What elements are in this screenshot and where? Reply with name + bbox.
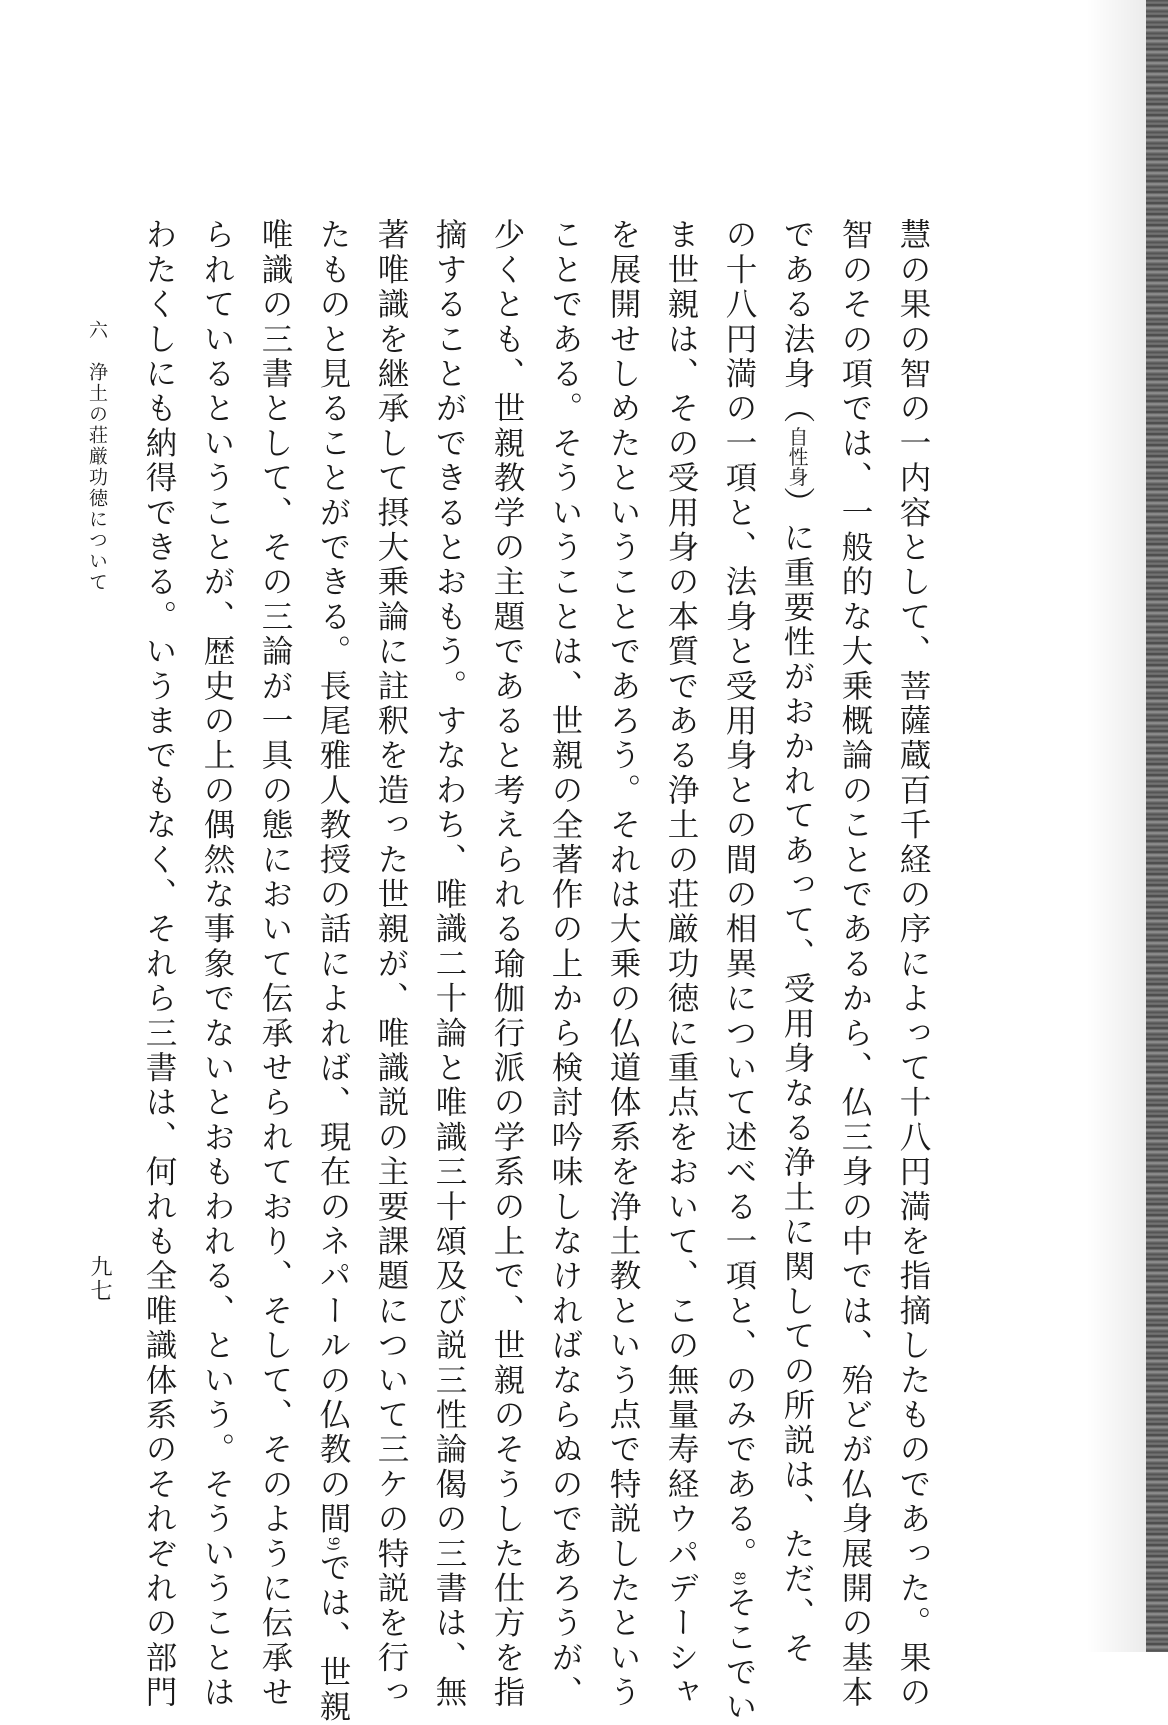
text-line-14: わたくしにも納得できる。いうまでもなく、それら三書は、何れも全唯識体系のそれぞれの部門 xyxy=(141,218,177,1711)
body-text xyxy=(141,218,942,1725)
page-number: 九七 xyxy=(87,1255,112,1303)
chapter-number: 六 xyxy=(86,320,108,341)
text-line-11-part-1: たものと見ることができる。長尾雅人教授の話によれば、現在のネパールの仏教の間 xyxy=(315,218,351,1537)
text-line-11 xyxy=(304,218,362,1725)
inline-annotation: 自性身 xyxy=(785,426,809,487)
text-line-3-part-2: に重要性がおかれてあって、受用身なる浄土に関しての所説は、ただ、そ xyxy=(779,520,815,1667)
text-line-6: を展開せしめたということであろう。それは大乗の仏道体系を浄土教という点で特説したという xyxy=(605,218,641,1711)
text-line-8: 少くとも、世親教学の主題であると考えられる瑜伽行派の学系の上で、世親のそうした仕方を指 xyxy=(489,218,525,1711)
text-line-4-part-1: の十八円満の一項と、法身と受用身との間の相異について述べる一項と、のみである。 xyxy=(721,218,757,1572)
text-line-1: 慧の果の智の一内容として、菩薩蔵百千経の序によって十八円満を指摘したものであった。果の xyxy=(895,218,931,1711)
text-line-12: 唯識の三書として、その三論が一具の態において伝承せられており、そして、そのように伝承せ xyxy=(257,218,293,1711)
text-line-4 xyxy=(710,218,768,1725)
binding-shadow xyxy=(1086,0,1146,1652)
text-line-7: ことである。そういうことは、世親の全著作の上から検討吟味しなければならぬのであろうが、 xyxy=(547,218,583,1711)
text-line-2: 智のその項では、一般的な大乗概論のことであるから、仏三身の中では、殆どが仏身展開の基本 xyxy=(837,218,873,1711)
running-footer xyxy=(84,320,111,593)
text-line-9: 摘することができるとおもう。すなわち、唯識二十論と唯識三十頌及び説三性論偈の三書は、無 xyxy=(431,218,467,1711)
text-line-4-part-2: そこでい xyxy=(721,1585,757,1725)
footnote-marker-9: 9) xyxy=(325,1536,341,1551)
text-line-3: である法身（自性身）に重要性がおかれてあって、受用身なる浄土に関しての所説は、ただ、そ xyxy=(779,218,815,1667)
footnote-marker-8: 8) xyxy=(731,1571,747,1586)
chapter-title: 浄土の荘厳功徳について xyxy=(86,362,108,593)
text-line-5: ま世親は、その受用身の本質である浄土の荘厳功徳に重点をおいて、この無量寿経ウパデーシャ xyxy=(663,218,699,1711)
text-line-10: 著唯識を継承して摂大乗論に註釈を造った世親が、唯識説の主要課題について三ケの特説を行っ xyxy=(373,218,409,1711)
text-line-3-part-1: である法身 xyxy=(779,218,815,392)
text-line-11-part-2: では、世親 xyxy=(315,1550,351,1725)
text-line-13: られているということが、歴史の上の偶然な事象でないとおもわれる、という。そういうことは xyxy=(199,218,235,1711)
scan-binding-edge xyxy=(1146,0,1168,1652)
